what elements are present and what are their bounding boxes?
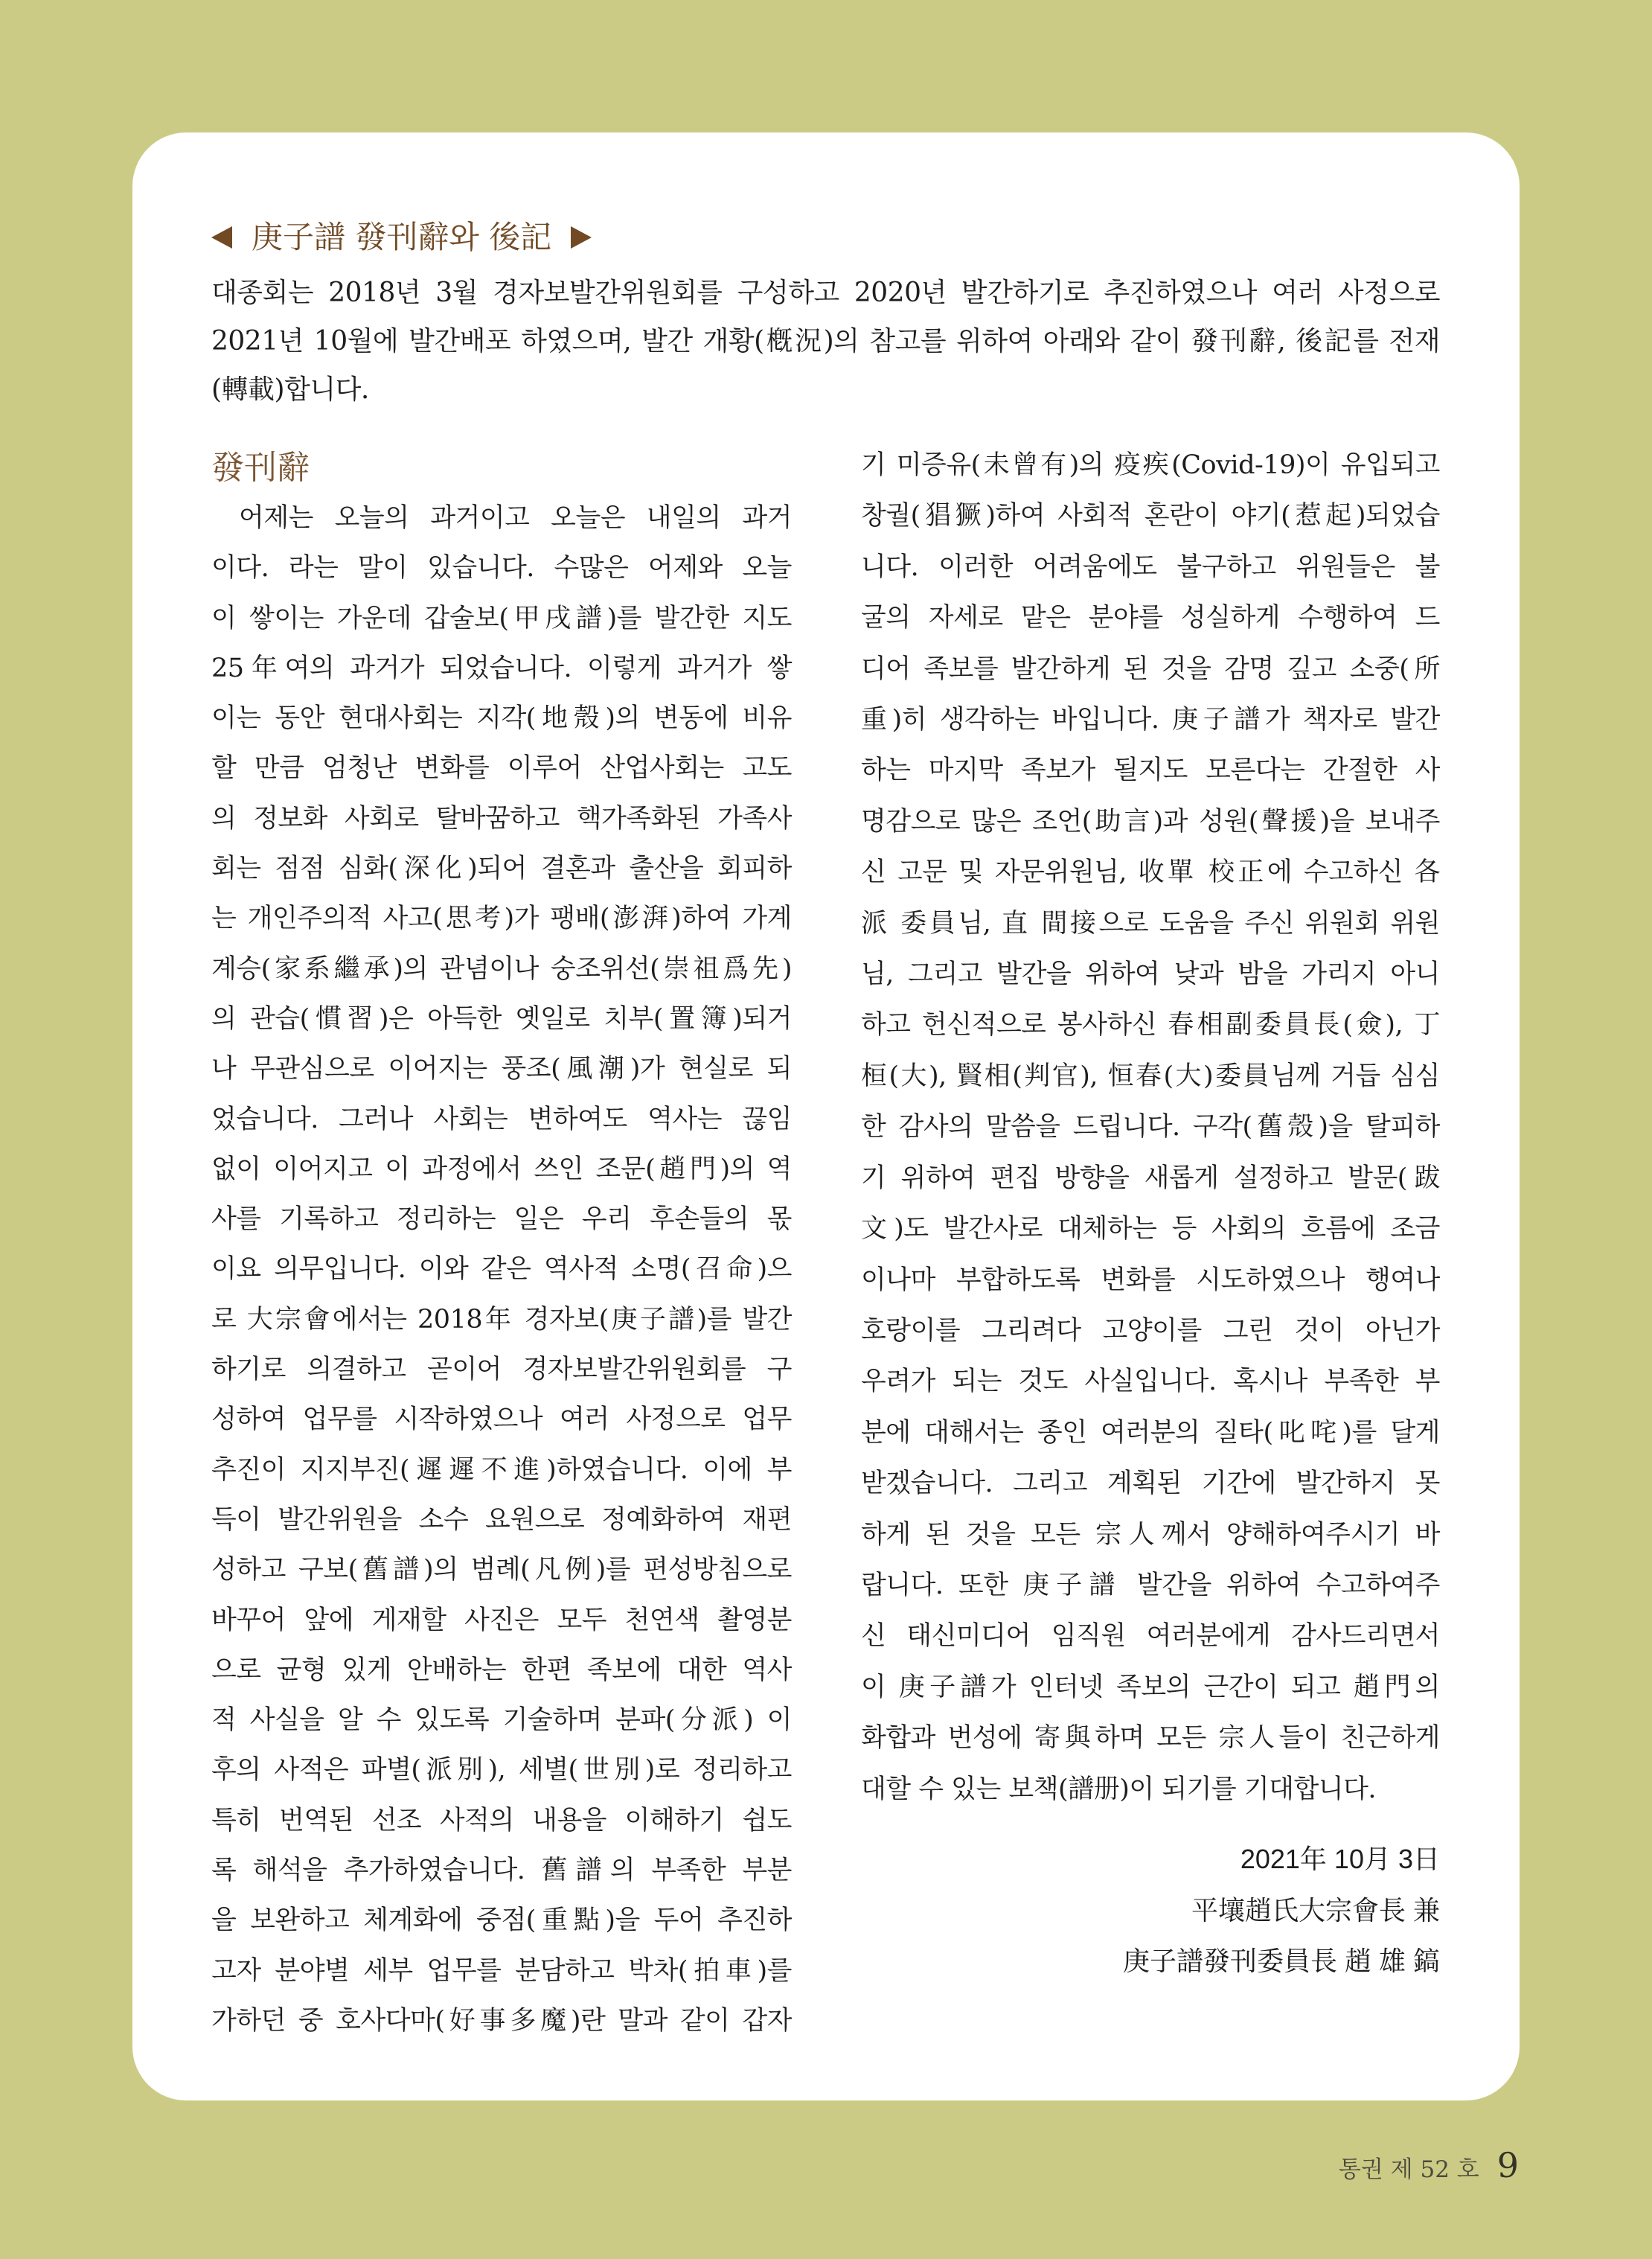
foreword-line: 적 사실을 알 수 있도록 기술하며 분파(分派) 이 — [211, 1705, 792, 1736]
foreword-line: 득이 발간위원을 소수 요원으로 정예화하여 재편 — [211, 1504, 792, 1535]
foreword-line: 받겠습니다. 그리고 계획된 기간에 발간하지 못 — [861, 1469, 1440, 1499]
foreword-line: 한 감사의 말씀을 드립니다. 구각(舊殼)을 탈피하 — [861, 1112, 1440, 1143]
foreword-line: 바꾸어 앞에 게재할 사진은 모두 천연색 촬영분 — [211, 1605, 792, 1635]
left-triangle-icon — [211, 226, 232, 249]
foreword-line: 후의 사적은 파별(派別), 세별(世別)로 정리하고 — [211, 1755, 792, 1786]
foreword-line: 대할 수 있는 보책(譜册)이 되기를 기대합니다. — [861, 1774, 1377, 1804]
foreword-line: 文)도 발간사로 대체하는 등 사회의 흐름에 조금 — [861, 1214, 1440, 1244]
signature-title: 平壤趙氏大宗會長 兼 — [1191, 1894, 1440, 1926]
foreword-line: 이 庚子譜가 인터넷 족보의 근간이 되고 趙門의 — [861, 1672, 1440, 1702]
signature-block — [861, 1834, 1440, 1987]
foreword-line: 랍니다. 또한 庚子譜 발간을 위하여 수고하여주 — [861, 1570, 1440, 1600]
foreword-line: 특히 번역된 선조 사적의 내용을 이해하기 쉽도 — [211, 1805, 792, 1835]
foreword-line: 사를 기록하고 정리하는 일은 우리 후손들의 몫 — [211, 1204, 792, 1235]
signature-name: 庚子譜發刊委員長 趙 雄 鎬 — [1122, 1946, 1440, 1976]
foreword-line: 었습니다. 그러나 사회는 변하여도 역사는 끊임 — [211, 1104, 792, 1134]
foreword-line: 고자 분야별 세부 업무를 분담하고 박차(拍車)를 — [211, 1955, 792, 1986]
foreword-line: 신 태신미디어 임직원 여러분에게 감사드리면서 — [861, 1621, 1440, 1652]
foreword-line: 굴의 자세로 맡은 분야를 성실하게 수행하여 드 — [861, 603, 1440, 633]
foreword-line: 桓(大), 賢相(判官), 恒春(大)委員님께 거듭 심심 — [861, 1061, 1440, 1091]
foreword-line: 창궐(猖獗)하여 사회적 혼란이 야기(惹起)되었습 — [861, 501, 1440, 531]
foreword-line: 화합과 번성에 寄與하며 모든 宗人들이 친근하게 — [861, 1723, 1440, 1754]
intro-line: 대종회는 2018년 3월 경자보발간위원회를 구성하고 2020년 발간하기로 추진하였으나 여러 사정으로 — [211, 278, 1440, 308]
foreword-line: 을 보완하고 체계화에 중점(重點)을 두어 추진하 — [211, 1905, 792, 1936]
foreword-line: 로 大宗會에서는 2018年 경자보(庚子譜)를 발간 — [211, 1304, 792, 1335]
page-footer — [1339, 2145, 1519, 2190]
foreword-line: 이나마 부합하도록 변화를 시도하였으나 행여나 — [861, 1265, 1440, 1295]
foreword-line: 없이 이어지고 이 과정에서 쓰인 조문(趙門)의 역 — [211, 1154, 792, 1184]
foreword-line: 우려가 되는 것도 사실입니다. 혹시나 부족한 부 — [861, 1367, 1440, 1397]
foreword-line: 할 만큼 엄청난 변화를 이루어 산업사회는 고도 — [211, 753, 792, 784]
signature-date: 2021年 10月 3日 — [1240, 1844, 1440, 1874]
page-title — [211, 215, 592, 260]
right-triangle-icon — [571, 226, 592, 249]
foreword-line: 호랑이를 그리려다 고양이를 그린 것이 아닌가 — [861, 1315, 1440, 1346]
intro-paragraph — [211, 269, 1440, 414]
foreword-line: 분에 대해서는 종인 여러분의 질타(叱咤)를 달게 — [861, 1417, 1440, 1448]
foreword-line: 이다. 라는 말이 있습니다. 수많은 어제와 오늘 — [211, 553, 792, 584]
foreword-line: 이는 동안 현대사회는 지각(地殼)의 변동에 비유 — [211, 703, 792, 734]
foreword-line: 계승(家系繼承)의 관념이나 숭조위선(崇祖爲先) — [211, 953, 792, 984]
foreword-line: 회는 점점 심화(深化)되어 결혼과 출산을 회피하 — [211, 854, 792, 884]
foreword-line: 가하던 중 호사다마(好事多魔)란 말과 같이 갑자 — [211, 2005, 792, 2036]
foreword-line: 는 개인주의적 사고(思考)가 팽배(澎湃)하여 가계 — [211, 904, 792, 934]
foreword-line: 기 미증유(未曾有)의 疫疾(Covid-19)이 유입되고 — [861, 450, 1440, 480]
foreword-line: 나 무관심으로 이어지는 풍조(風潮)가 현실로 되 — [211, 1054, 792, 1084]
foreword-line: 성하여 업무를 시작하였으나 여러 사정으로 업무 — [211, 1405, 792, 1435]
foreword-line: 派 委員님, 直 間接으로 도움을 주신 위원회 위원 — [861, 908, 1440, 939]
foreword-line: 록 해석을 추가하였습니다. 舊譜의 부족한 부분 — [211, 1856, 792, 1886]
foreword-left-column — [211, 493, 792, 2046]
page-title-text: 庚子譜 發刊辭와 後記 — [252, 219, 552, 255]
issue-number: 통권 제 52 호 — [1338, 2156, 1479, 2183]
foreword-line: 명감으로 많은 조언(助言)과 성원(聲援)을 보내주 — [861, 806, 1440, 837]
foreword-line: 추진이 지지부진(遲遲不進)하였습니다. 이에 부 — [211, 1454, 792, 1485]
foreword-line: 이 쌓이는 가운데 갑술보(甲戌譜)를 발간한 지도 — [211, 603, 792, 633]
intro-line: (轉載)합니다. — [211, 374, 369, 405]
foreword-right-column — [861, 440, 1440, 1815]
foreword-line: 하기로 의결하고 곧이어 경자보발간위원회를 구 — [211, 1355, 792, 1385]
foreword-line: 성하고 구보(舊譜)의 범례(凡例)를 편성방침으로 — [211, 1555, 792, 1585]
foreword-line: 의 정보화 사회로 탈바꿈하고 핵가족화된 가족사 — [211, 803, 792, 834]
section-heading: 發刊辭 — [211, 449, 310, 487]
foreword-line: 하고 헌신적으로 봉사하신 春相副委員長(僉), 丁 — [861, 1010, 1440, 1041]
foreword-line: 기 위하여 편집 방향을 새롭게 설정하고 발문(跋 — [861, 1163, 1440, 1193]
foreword-line: 이요 의무입니다. 이와 같은 역사적 소명(召命)으 — [211, 1254, 792, 1285]
foreword-line: 신 고문 및 자문위원님, 收單 校正에 수고하신 各 — [861, 857, 1440, 888]
page-number: 9 — [1496, 2145, 1519, 2185]
foreword-line: 의 관습(慣習)은 아득한 옛일로 치부(置簿)되거 — [211, 1003, 792, 1034]
foreword-line: 디어 족보를 발간하게 된 것을 감명 깊고 소중(所 — [861, 654, 1440, 684]
foreword-line: 重)히 생각하는 바입니다. 庚子譜가 책자로 발간 — [861, 705, 1440, 735]
foreword-line: 하는 마지막 족보가 될지도 모른다는 간절한 사 — [861, 755, 1440, 786]
foreword-line: 니다. 이러한 어려움에도 불구하고 위원들은 불 — [861, 552, 1440, 582]
foreword-line: 하게 된 것을 모든 宗人께서 양해하여주시기 바 — [861, 1519, 1440, 1550]
foreword-line: 으로 균형 있게 안배하는 한편 족보에 대한 역사 — [211, 1655, 792, 1685]
foreword-line: 25年여의 과거가 되었습니다. 이렇게 과거가 쌓 — [211, 653, 792, 683]
foreword-line: 어제는 오늘의 과거이고 오늘은 내일의 과거 — [239, 503, 792, 533]
intro-line: 2021년 10월에 발간배포 하였으며, 발간 개황(槪況)의 참고를 위하여 아래와 같이 發刊辭, 後記를 전재 — [211, 326, 1440, 357]
foreword-line: 님, 그리고 발간을 위하여 낮과 밤을 가리지 아니 — [861, 959, 1440, 990]
